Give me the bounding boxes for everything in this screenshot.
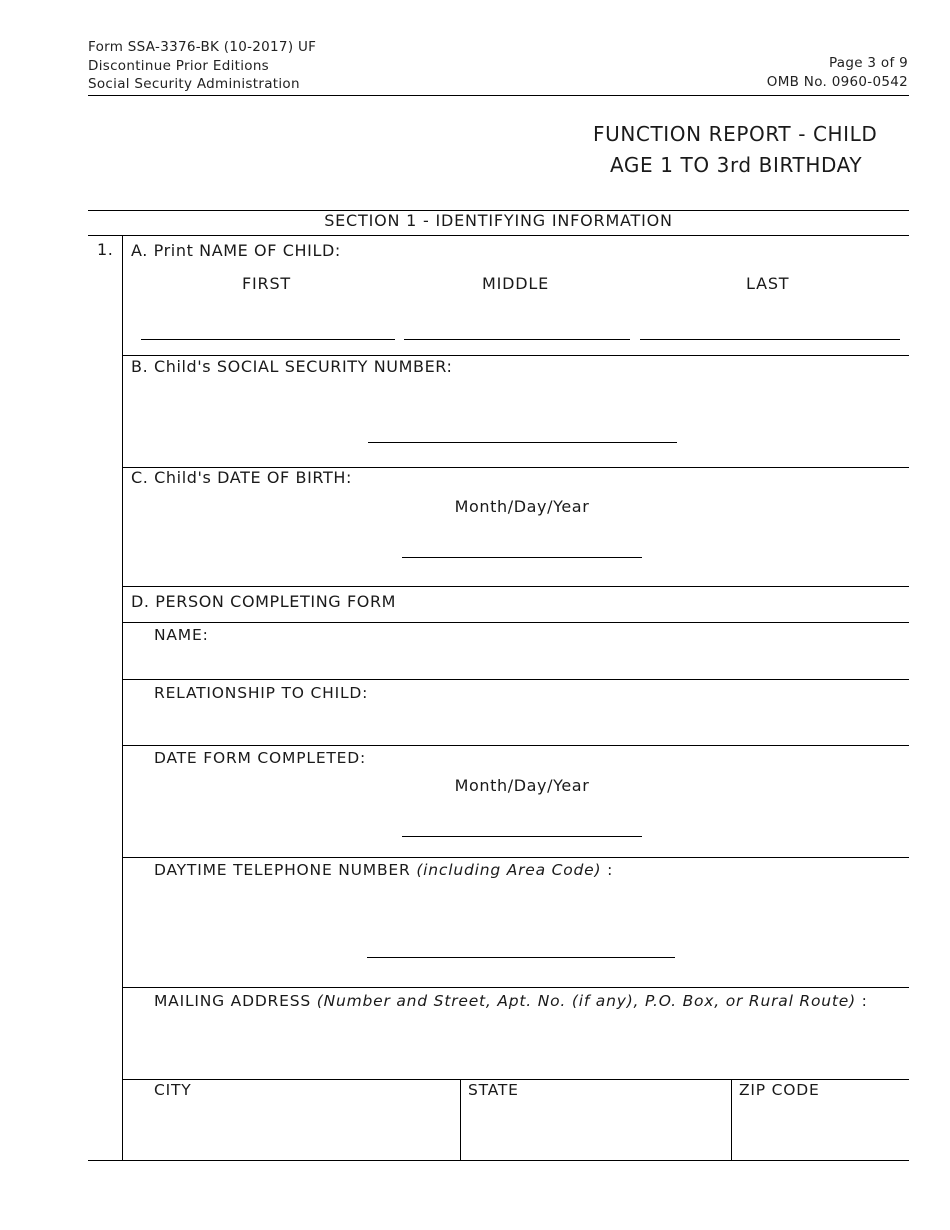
first-name-input[interactable]	[141, 318, 395, 338]
date-completed-label: DATE FORM COMPLETED:	[154, 749, 367, 767]
first-name-underline	[141, 339, 395, 340]
city-label: CITY	[154, 1081, 192, 1099]
omb-number: OMB No. 0960-0542	[766, 74, 908, 90]
dob-format: Month/Day/Year	[454, 497, 590, 516]
phone-label	[154, 861, 613, 879]
row-divider	[122, 1079, 909, 1080]
page-number: Page 3 of 9	[828, 55, 908, 71]
row-divider	[122, 745, 909, 746]
address-note: (Number and Street, Apt. No. (if any), P.O. Box, or Rural Route)	[316, 992, 856, 1010]
person-name-label: NAME:	[154, 626, 209, 644]
address-suffix: :	[855, 992, 868, 1010]
middle-name-caption: MIDDLE	[482, 274, 549, 293]
ssn-input[interactable]	[368, 421, 677, 441]
ssn-underline	[368, 442, 677, 443]
phone-input[interactable]	[367, 936, 675, 956]
row-divider	[122, 622, 909, 623]
date-completed-input[interactable]	[402, 815, 642, 835]
relationship-label: RELATIONSHIP TO CHILD:	[154, 684, 369, 702]
city-state-divider	[460, 1079, 461, 1160]
address-label	[154, 992, 868, 1010]
section-end-rule	[88, 1160, 909, 1161]
state-input[interactable]	[468, 1110, 724, 1150]
form-id: Form SSA-3376-BK (10-2017) UF	[88, 39, 317, 55]
row-divider	[122, 355, 909, 356]
form-subtitle: AGE 1 TO 3rd BIRTHDAY	[610, 153, 863, 177]
date-completed-underline	[402, 836, 642, 837]
item-number: 1.	[97, 240, 114, 259]
section-heading: SECTION 1 - IDENTIFYING INFORMATION	[324, 211, 673, 230]
row-divider	[122, 586, 909, 587]
agency-name: Social Security Administration	[88, 76, 300, 92]
dob-input[interactable]	[402, 536, 642, 556]
ssn-label: B. Child's SOCIAL SECURITY NUMBER:	[131, 357, 453, 376]
middle-name-underline	[404, 339, 630, 340]
state-label: STATE	[468, 1081, 519, 1099]
date-completed-format: Month/Day/Year	[454, 776, 590, 795]
phone-suffix: :	[601, 861, 614, 879]
person-name-input[interactable]	[154, 652, 894, 674]
last-name-underline	[640, 339, 900, 340]
dob-label: C. Child's DATE OF BIRTH:	[131, 468, 352, 487]
zip-input[interactable]	[739, 1110, 899, 1150]
phone-note: (including Area Code)	[416, 861, 602, 879]
row-divider	[122, 987, 909, 988]
city-input[interactable]	[154, 1110, 450, 1150]
phone-underline	[367, 957, 675, 958]
person-completing-label: D. PERSON COMPLETING FORM	[131, 592, 397, 611]
discontinue-note: Discontinue Prior Editions	[88, 58, 270, 74]
row-divider	[122, 679, 909, 680]
section-bottom-rule	[88, 235, 909, 236]
dob-underline	[402, 557, 642, 558]
number-column-divider	[122, 235, 123, 1160]
middle-name-input[interactable]	[404, 318, 630, 338]
header-rule	[88, 95, 909, 96]
first-name-caption: FIRST	[242, 274, 291, 293]
address-input[interactable]	[154, 1026, 894, 1070]
child-name-label: A. Print NAME OF CHILD:	[131, 241, 341, 260]
zip-label: ZIP CODE	[739, 1081, 820, 1099]
state-zip-divider	[731, 1079, 732, 1160]
relationship-input[interactable]	[154, 712, 894, 736]
phone-label-text: DAYTIME TELEPHONE NUMBER	[154, 861, 411, 879]
last-name-input[interactable]	[640, 318, 900, 338]
form-title: FUNCTION REPORT - CHILD	[593, 122, 878, 146]
last-name-caption: LAST	[746, 274, 790, 293]
address-label-text: MAILING ADDRESS	[154, 992, 312, 1010]
row-divider	[122, 857, 909, 858]
